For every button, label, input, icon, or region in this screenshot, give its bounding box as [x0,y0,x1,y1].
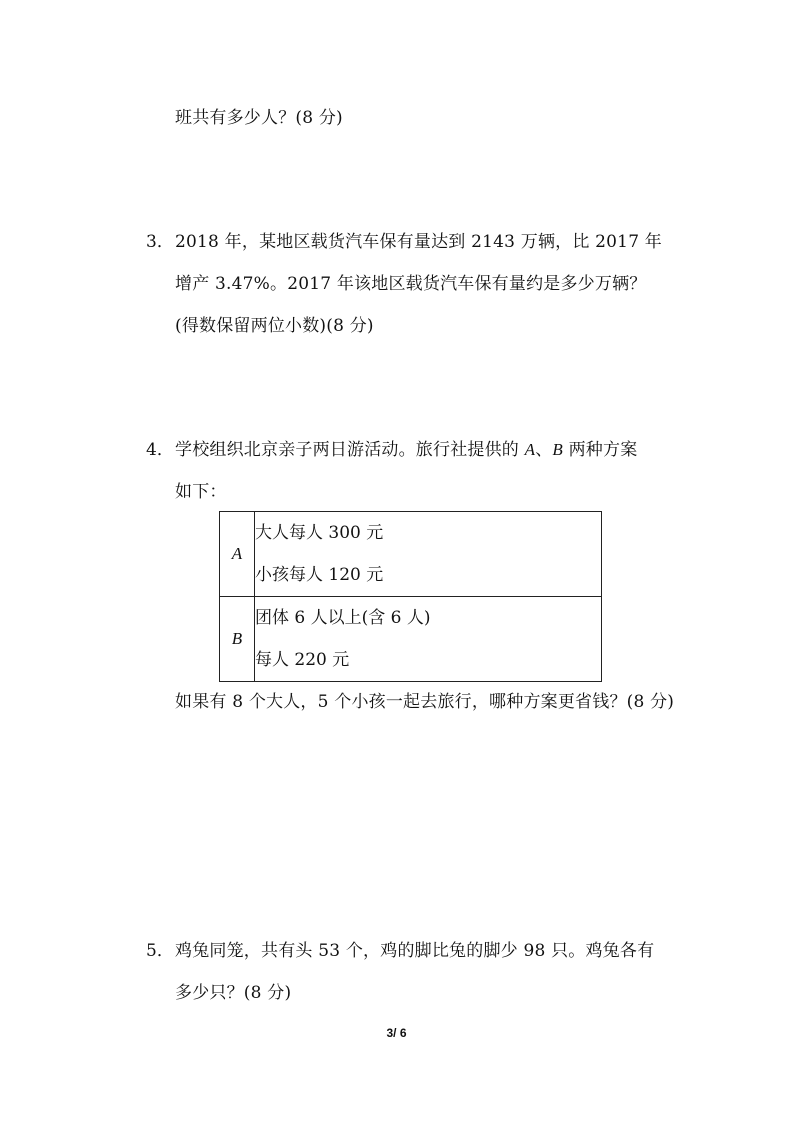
plan-a-cell-content [255,512,602,597]
q5-line-1: 鸡兔同笼，共有头 53 个，鸡的脚比兔的脚少 98 只。鸡兔各有 [175,941,655,961]
plan-a-cell-label: A [220,512,255,597]
page-number: 3/ 6 [386,1026,407,1040]
q3-line-1: 2018 年，某地区载货汽车保有量达到 2143 万辆，比 2017 年 [175,232,663,252]
plan-b-cell-content [255,597,602,682]
q4-line-2: 如下： [175,482,227,502]
plan-table [219,511,602,682]
q4-line-1-text-b: 两种方案 [563,440,638,460]
table-row [220,512,602,597]
q4-question: 如果有 8 个大人，5 个小孩一起去旅行，哪种方案更省钱？(8 分) [175,692,675,712]
plan-a-child-price: 小孩每人 120 元 [255,565,384,585]
q3-number: 3． [146,232,174,252]
q2-line-1: 班共有多少人？(8 分) [175,108,343,128]
plan-b-cell-label: B [220,597,255,682]
plan-b-group-condition: 团体 6 人以上(含 6 人) [255,608,431,628]
q4-line-1-text-a: 学校组织北京亲子两日游活动。旅行社提供的 [175,440,525,460]
table-row [220,597,602,682]
plan-b-price: 每人 220 元 [255,650,350,670]
q3-line-2: 增产 3.47%。2017 年该地区载货汽车保有量约是多少万辆？ [175,274,647,294]
q3-line-3: (得数保留两位小数)(8 分) [175,316,374,336]
q5-line-2: 多少只？(8 分) [175,983,292,1003]
q4-number: 4． [146,440,174,460]
q4-separator: 、 [535,440,553,460]
plan-a-adult-price: 大人每人 300 元 [255,523,384,543]
plan-b-label: B [552,440,563,459]
plan-a-label: A [524,440,536,459]
q5-number: 5． [146,941,174,961]
q4-line-1 [175,438,637,462]
